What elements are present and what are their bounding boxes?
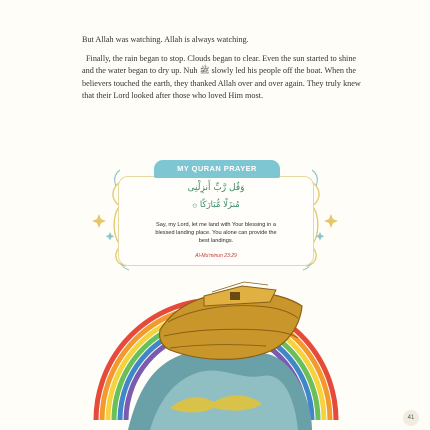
prayer-card-title: MY QURAN PRAYER	[154, 160, 280, 178]
paragraph-rain-stops: Finally, the rain began to stop. Clouds began to clear. Even the sun started to shine and the water began to dry up. Nuh ﷺ slowly led his people off the boat. When the believers touched the earth, they thanked Allah over and over again. They truly knew that their Lord looked after those who loved Him most.	[82, 54, 361, 100]
arabic-verse-line-2: مُنزَلًا مُّبَارَكًا ۞	[192, 200, 240, 210]
paragraph-allah-watching: But Allah was watching. Allah is always watching.	[82, 35, 249, 44]
verse-translation: Say, my Lord, let me land with Your blessing in a blessed landing place. You alone can provide the best landings.	[155, 222, 277, 244]
verse-reference: Al-Mu'minun 23:29	[195, 253, 237, 259]
arabic-verse-line-1: وَقُل رَّبِّ أَنزِلْنِى	[187, 183, 245, 193]
page-number: 41	[403, 410, 419, 426]
